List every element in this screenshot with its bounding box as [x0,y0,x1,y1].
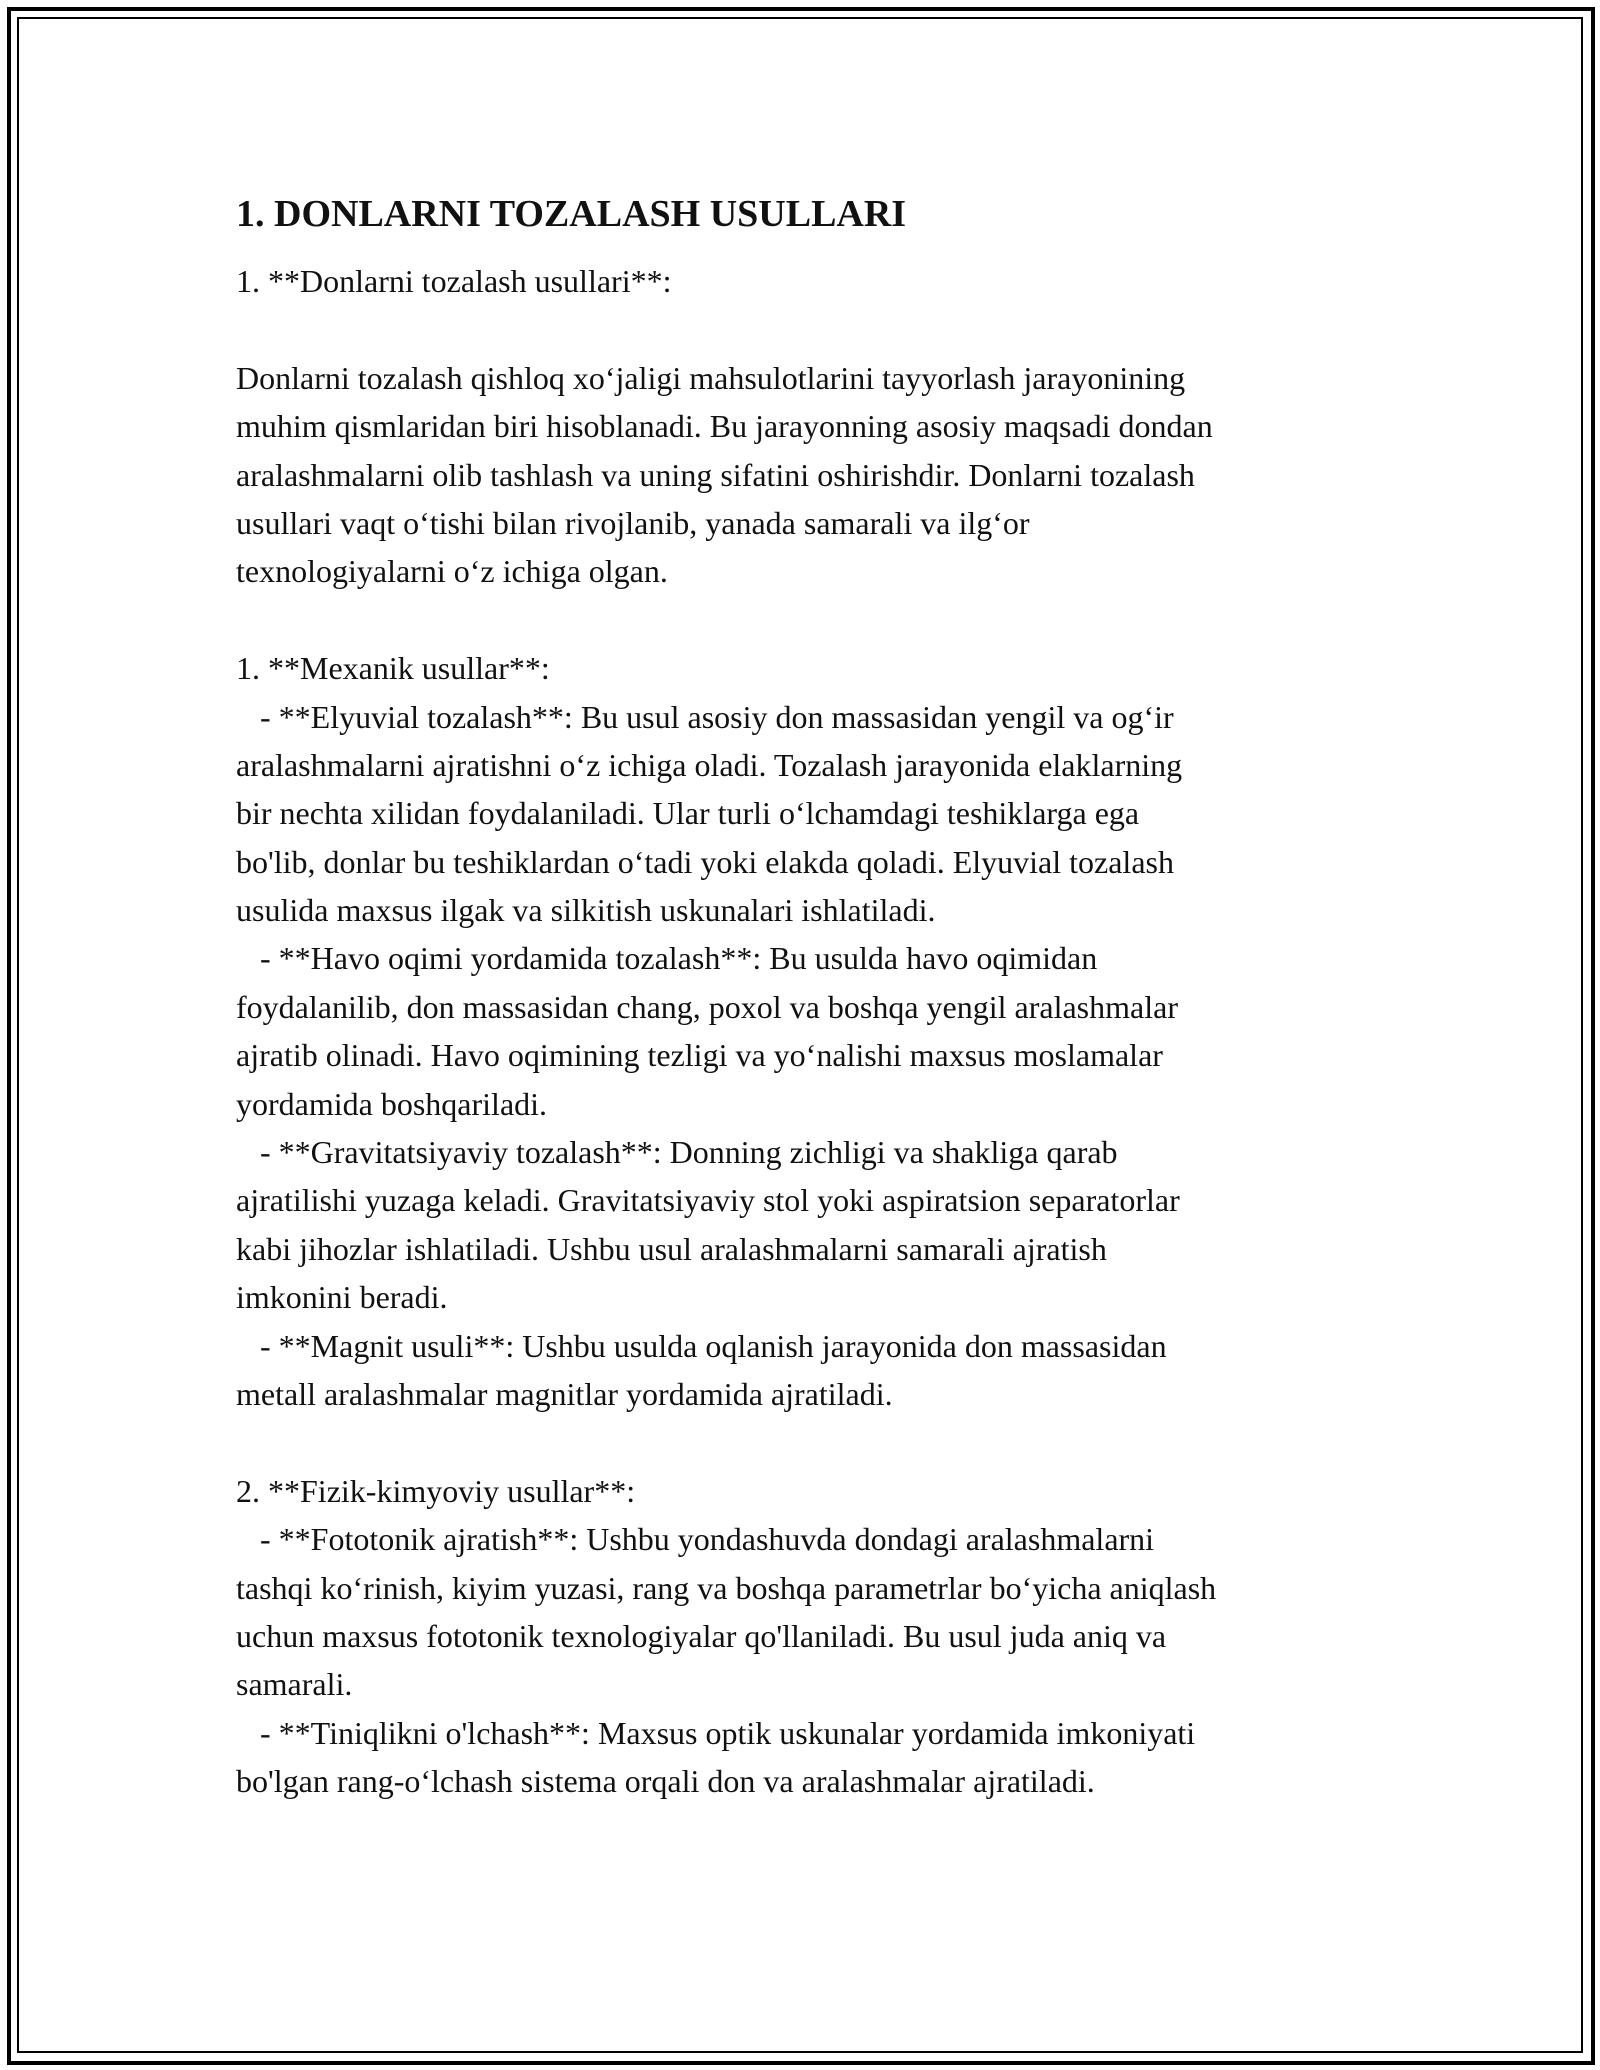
text-line: - **Havo oqimi yordamida tozalash**: Bu usulda havo oqimidan [236,940,1098,977]
text-line: - **Elyuvial tozalash**: Bu usul asosiy don massasidan yengil va ogʻir [236,698,1174,735]
text-line: muhim qismlaridan biri hisoblanadi. Bu jarayonning asosiy maqsadi dondan [236,408,1213,445]
text-line: - **Fototonik ajratish**: Ushbu yondashuvda dondagi aralashmalarni [236,1521,1155,1558]
text-line: 1. **Donlarni tozalash usullari**: [236,263,672,299]
text-line: uchun maxsus fototonik texnologiyalar qo'llaniladi. Bu usul juda aniq va [236,1617,1167,1654]
text-line: - **Tiniqlikni o'lchash**: Maxsus optik uskunalar yordamida imkoniyati [236,1714,1196,1751]
text-line: yordamida boshqariladi. [236,1085,548,1122]
text-line: ajratilishi yuzaga keladi. Gravitatsiyaviy stol yoki aspiratsion separatorlar [236,1182,1180,1219]
text-line: foydalanilib, don massasidan chang, poxol va boshqa yengil aralashmalar [236,988,1178,1025]
text-line: usulida maxsus ilgak va silkitish uskunalari ishlatiladi. [236,892,936,929]
text-line: usullari vaqt oʻtishi bilan rivojlanib, yanada samarali va ilgʻor [236,504,1030,541]
blank-line [236,596,1386,644]
text-line: - **Gravitatsiyaviy tozalash**: Donning zichligi va shakliga qarab [236,1134,1118,1171]
text-line: tashqi koʻrinish, kiyim yuzasi, rang va boshqa parametrlar boʻyicha aniqlash [236,1569,1217,1606]
text-line: samarali. [236,1666,353,1703]
text-line: bo'lib, donlar bu teshiklardan oʻtadi yoki elakda qoladi. Elyuvial tozalash [236,843,1174,880]
text-line: kabi jihozlar ishlatiladi. Ushbu usul aralashmalarni samarali ajratish [236,1230,1107,1267]
blank-line [236,305,1386,353]
document-title: 1. DONLARNI TOZALASH USULLARI [236,193,907,235]
text-line: - **Magnit usuli**: Ushbu usulda oqlanish jarayonida don massasidan [236,1327,1167,1364]
text-line: bo'lgan rang-oʻlchash sistema orqali don va aralashmalar ajratiladi. [236,1763,1095,1800]
text-line: bir nechta xilidan foydalaniladi. Ular turli oʻlchamdagi teshiklarga ega [236,795,1140,832]
text-line: 1. **Mexanik usullar**: [236,650,550,687]
text-line: imkonini beradi. [236,1279,448,1316]
text-line: texnologiyalarni oʻz ichiga olgan. [236,553,668,590]
document-body [236,185,1386,1806]
text-line: 2. **Fizik-kimyoviy usullar**: [236,1472,636,1509]
text-line: aralashmalarni ajratishni oʻz ichiga oladi. Tozalash jarayonida elaklarning [236,746,1183,783]
document-text [236,257,1386,1806]
text-line: metall aralashmalar magnitlar yordamida ajratiladi. [236,1375,893,1412]
text-line: ajratib olinadi. Havo oqimining tezligi va yoʻnalishi maxsus moslamalar [236,1037,1163,1074]
blank-line [236,1418,1386,1466]
text-line: aralashmalarni olib tashlash va uning sifatini oshirishdir. Donlarni tozalash [236,456,1195,493]
text-line: Donlarni tozalash qishloq xoʻjaligi mahsulotlarini tayyorlash jarayonining [236,359,1186,396]
